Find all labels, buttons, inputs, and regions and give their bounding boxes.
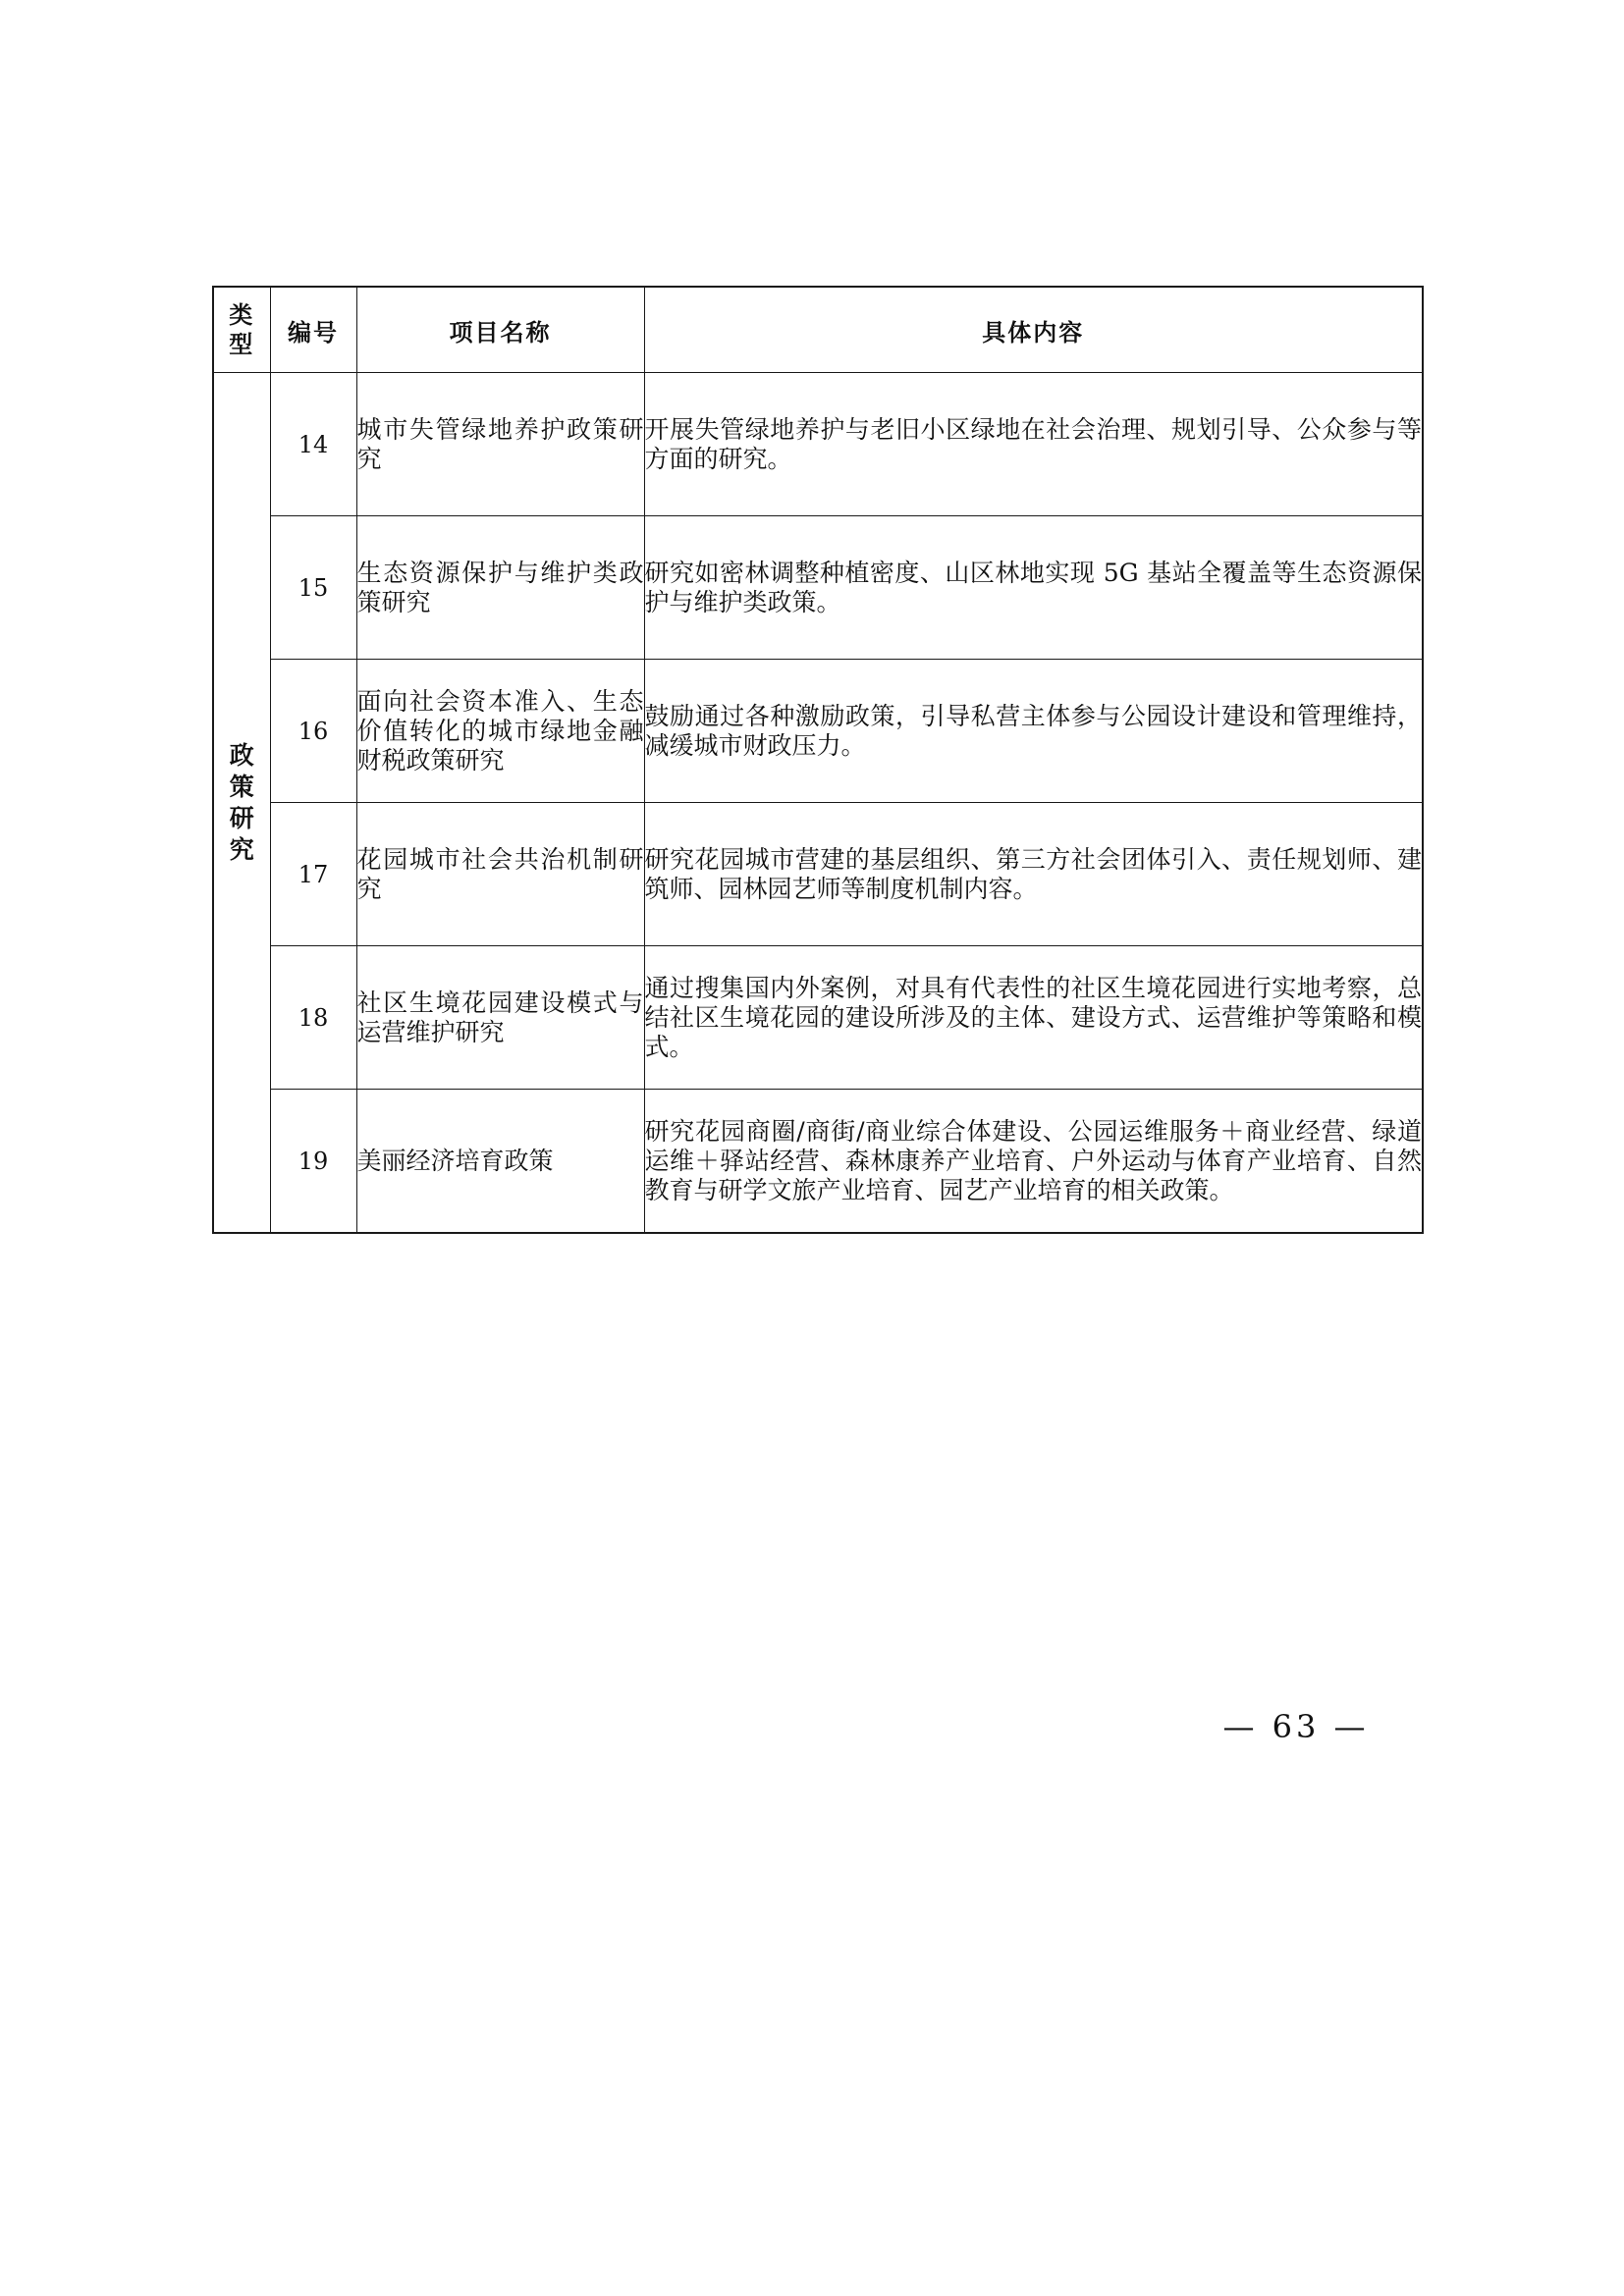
row-number: 18 — [270, 946, 356, 1090]
header-type — [213, 287, 270, 373]
table-row — [213, 1090, 1423, 1234]
row-number: 16 — [270, 660, 356, 803]
project-name: 花园城市社会共治机制研究 — [356, 803, 644, 946]
category-cell — [213, 373, 270, 1234]
project-name: 社区生境花园建设模式与运营维护研究 — [356, 946, 644, 1090]
project-content: 鼓励通过各种激励政策，引导私营主体参与公园设计建设和管理维持，减缓城市财政压力。 — [644, 660, 1423, 803]
table-row — [213, 516, 1423, 660]
table-row — [213, 660, 1423, 803]
project-content: 研究花园城市营建的基层组织、第三方社会团体引入、责任规划师、建筑师、园林园艺师等制度机制内容。 — [644, 803, 1423, 946]
project-name: 城市失管绿地养护政策研究 — [356, 373, 644, 516]
policy-research-table — [212, 286, 1424, 1234]
table-row — [213, 803, 1423, 946]
project-name: 面向社会资本准入、生态价值转化的城市绿地金融财税政策研究 — [356, 660, 644, 803]
table-header-row — [213, 287, 1423, 373]
header-number: 编号 — [270, 287, 356, 373]
header-name: 项目名称 — [356, 287, 644, 373]
row-number: 15 — [270, 516, 356, 660]
row-number: 17 — [270, 803, 356, 946]
project-content: 研究如密林调整种植密度、山区林地实现 5G 基站全覆盖等生态资源保护与维护类政策。 — [644, 516, 1423, 660]
page-number: — 63 — — [1222, 1708, 1370, 1745]
header-content: 具体内容 — [644, 287, 1423, 373]
project-name: 生态资源保护与维护类政策研究 — [356, 516, 644, 660]
category-char: 政 — [229, 740, 254, 770]
header-type-char: 类 — [229, 301, 255, 329]
row-number: 19 — [270, 1090, 356, 1234]
category-char: 究 — [229, 834, 254, 864]
category-char: 研 — [229, 803, 254, 832]
project-content: 开展失管绿地养护与老旧小区绿地在社会治理、规划引导、公众参与等方面的研究。 — [644, 373, 1423, 516]
table-row — [213, 946, 1423, 1090]
project-content: 研究花园商圈/商街/商业综合体建设、公园运维服务＋商业经营、绿道运维＋驿站经营、森林康养产业培育、户外运动与体育产业培育、自然教育与研学文旅产业培育、园艺产业培育的相关政策。 — [644, 1090, 1423, 1234]
header-type-char: 型 — [229, 331, 255, 358]
row-number: 14 — [270, 373, 356, 516]
project-name: 美丽经济培育政策 — [356, 1090, 644, 1234]
table-row — [213, 373, 1423, 516]
project-content: 通过搜集国内外案例，对具有代表性的社区生境花园进行实地考察，总结社区生境花园的建设所涉及的主体、建设方式、运营维护等策略和模式。 — [644, 946, 1423, 1090]
category-char: 策 — [229, 772, 254, 801]
